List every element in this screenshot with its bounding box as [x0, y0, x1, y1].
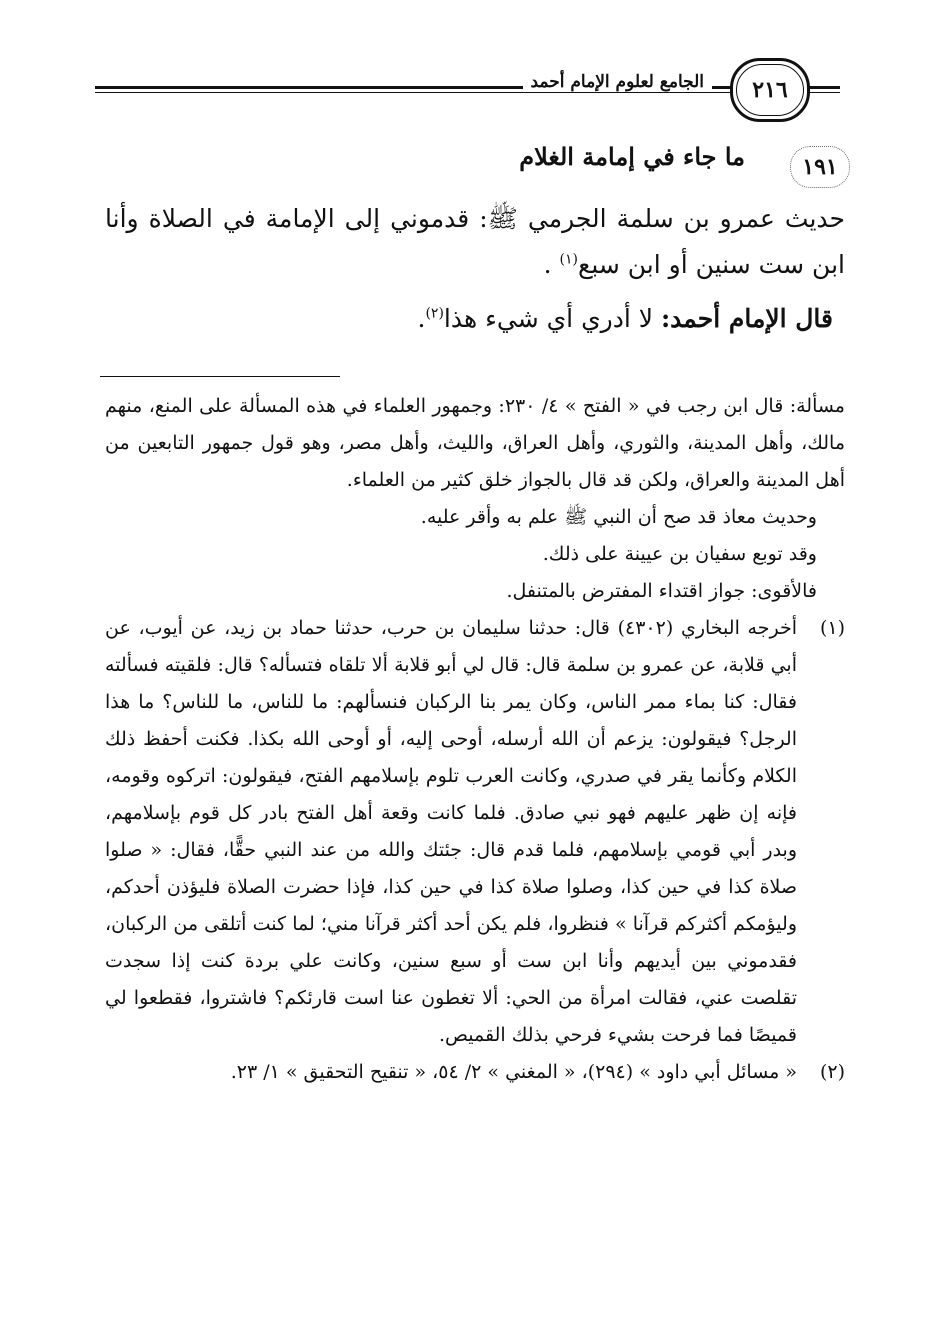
- hadith-paragraph: [105, 196, 845, 288]
- hadith-end: .: [543, 250, 560, 279]
- page-header: [95, 58, 840, 118]
- imam-end: .: [417, 304, 426, 333]
- masala-note: [105, 388, 845, 610]
- footnote-mark: (٢): [819, 1061, 845, 1083]
- footnote-1: [105, 610, 845, 1054]
- running-title: الجامع لعلوم الإمام أحمد: [523, 72, 713, 92]
- footnote-ref-1: (١): [559, 251, 579, 268]
- main-text: [105, 196, 845, 342]
- page-number: ٢١٦: [752, 77, 788, 103]
- hadith-text: حديث عمرو بن سلمة الجرمي ﷺ: قدموني إلى الإمامة في الصلاة وأنا ابن ست سنين أو ابن سبع: [105, 204, 845, 279]
- footnotes-area: [105, 388, 845, 1091]
- footnote-body: [105, 1054, 797, 1091]
- issue-title: ما جاء في إمامة الغلام: [519, 142, 745, 171]
- footnote-separator: [100, 376, 340, 377]
- imam-text: لا أدري أي شيء هذا: [443, 304, 661, 333]
- imam-statement: [105, 296, 845, 342]
- footnote-2: [105, 1054, 845, 1091]
- issue-number-ornament: [790, 146, 850, 188]
- masala-paragraph: وقد توبع سفيان بن عيينة على ذلك.: [542, 543, 817, 565]
- footnote-text: أخرجه البخاري (٤٣٠٢) قال: حدثنا سليمان بن حرب، حدثنا حماد بن زيد، عن أيوب، عن أبي قلابة، عن عمرو بن سلمة قال: قال لي أبو قلابة ألا تلقاه فتسأله؟ قال: فلقيته فسألته فقال: كنا بماء ممر الناس، وكان يمر بنا الركبان فنسألهم: ما للناس، ما للناس؟ ما هذا الرجل؟ فيقولون: يزعم أن الله أرسله، أوحى إليه، أو أوحى الله بكذا. فكنت أحفظ ذلك الكلام وكأنما يقر في صدري، وكانت العرب تلوم بإسلامهم الفتح، فيقولون: اتركوه وقومه، فإنه إن ظهر عليهم فهو نبي صادق. فلما كانت وقعة أهل الفتح بادر كل قوم بإسلامهم، وبدر أبي قومي بإسلامهم، فلما قدم قال: جئتك والله من عند النبي حقًّا، فقال: « صلوا صلاة كذا في حين كذا، وصلوا صلاة كذا في حين كذا، فإذا حضرت الصلاة فليؤذن أحدكم، وليؤمكم أكثركم قرآنا » فنظروا، فلم يكن أحد أكثر قرآنا مني؛ لما كنت أتلقى من الركبان، فقدموني بين أيديهم وأنا ابن ست أو سبع سنين، وكانت علي بردة كنت إذا سجدت تقلصت عني، فقالت امرأة من الحي: ألا تغطون عنا است قارئكم؟ فاشتروا، فقطعوا لي قميصًا فما فرحت بشيء فرحي بذلك القميص.: [105, 617, 797, 1046]
- issue-number: ١٩١: [802, 154, 838, 180]
- page-number-badge: [730, 58, 810, 122]
- footnote-ref-2: (٢): [425, 305, 444, 322]
- imam-label: قال الإمام أحمد:: [660, 304, 833, 333]
- footnote-body: [105, 610, 797, 1054]
- footnote-text: « مسائل أبي داود » (٢٩٤)، « المغني » ٢/ ٥٤، « تنقيح التحقيق » ١/ ٢٣.: [230, 1061, 797, 1083]
- masala-paragraph: فالأقوى: جواز اقتداء المفترض بالمتنفل.: [506, 580, 817, 602]
- header-rule-right: [808, 86, 840, 89]
- masala-paragraph: وحديث معاذ قد صح أن النبي ﷺ علم به وأقر عليه.: [420, 506, 817, 528]
- footnote-mark: (١): [819, 617, 845, 639]
- masala-paragraph: مسألة: قال ابن رجب في « الفتح » ٤/ ٢٣٠: وجمهور العلماء في هذه المسألة على المنع، منهم مالك، وأهل المدينة، والثوري، وأهل العراق، والليث، وأهل مصر، وهو قول جمهور التابعين من أهل المدينة والعراق، ولكن قد قال بالجواز خلق كثير من العلماء.: [105, 395, 845, 491]
